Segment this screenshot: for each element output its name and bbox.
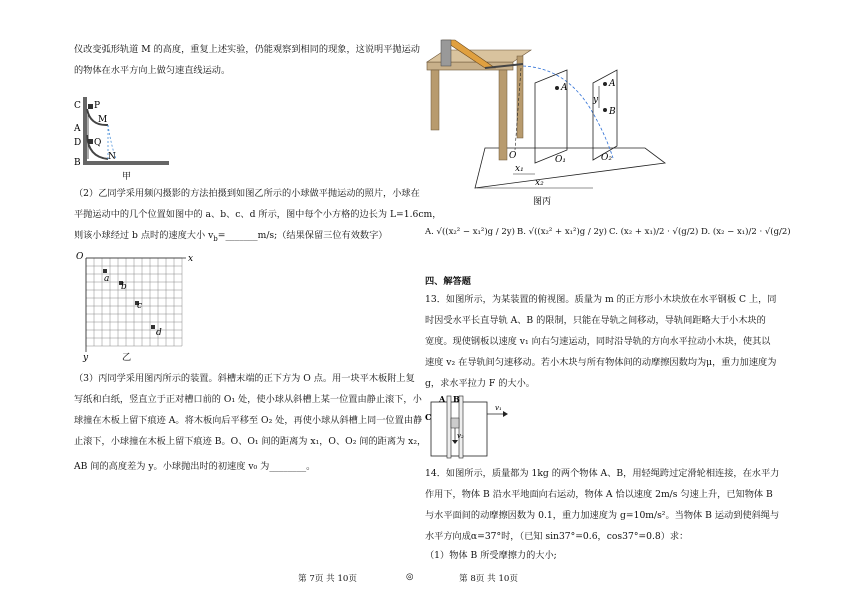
page-number-right: 第 8页 共 10页	[459, 574, 518, 584]
label-A1: A	[561, 83, 568, 93]
option-B[interactable]: B. √((x₂² + x₁²)g / 2y)	[517, 227, 607, 237]
figure-bing	[425, 38, 685, 208]
para-line: 止滚下，小球撞在木板上留下痕迹 B。O、O₁ 间的距离为 x₁，O、O₂ 间的距离为 x₂，	[74, 436, 427, 447]
caption-bing: 图丙	[533, 197, 552, 207]
label-B: B	[453, 394, 460, 404]
caption-jia: 甲	[122, 172, 132, 182]
para-line: 仪改变弧形轨道 M 的高度，重复上述实验，仍能观察到相同的现象，这说明平抛运动	[74, 44, 420, 55]
para-line: 则该小球经过 b 点时的速度大小 $v_b=\_\_\_\_\_\_\_m/s$;（结果保留三位有效数字）	[74, 230, 388, 243]
point-d: d	[156, 328, 162, 338]
option-A[interactable]: A. √((x₂² − x₁²)g / 2y)	[425, 227, 515, 237]
label-M: M	[98, 115, 108, 125]
label-Q: Q	[94, 138, 102, 148]
label-v2: v₂	[457, 432, 464, 440]
point-a: a	[104, 274, 110, 284]
label-x2: x₂	[535, 178, 544, 188]
figure-jia	[74, 95, 184, 185]
origin-O: O	[76, 252, 84, 262]
point-c: c	[137, 301, 143, 311]
para-line: 的物体在水平方向上做匀速直线运动。	[74, 65, 231, 76]
label-x1: x₁	[515, 164, 524, 174]
label-v1: v₁	[495, 404, 502, 412]
option-C[interactable]: C. (x₂ + x₁)/2 · √(g/2)	[609, 227, 699, 237]
para-line: （2）乙同学采用频闪摄影的方法拍摄到如图乙所示的小球做平抛运动的照片，小球在	[74, 188, 420, 199]
para-line: 作用下，物体 B 沿水平地面向右运动，物体 A 恰以速度 2m/s 匀速上升，已知物体 B	[425, 489, 773, 500]
para-line: 14．如图所示，质量都为 1kg 的两个物体 A、B，用轻绳跨过定滑轮相连接，在水平力	[425, 468, 780, 479]
para-line: 写纸和白纸，竖直立于正对槽口前的 O₁ 处，使小球从斜槽上某一位置由静止滚下，小	[74, 394, 422, 405]
para-line: 13．如图所示，为某装置的俯视图。质量为 m 的正方形小木块放在水平钢板 C 上，同	[425, 294, 777, 305]
option-D[interactable]: D. (x₂ − x₁)/2 · √(g/2)	[701, 227, 791, 237]
label-C: C	[425, 412, 432, 422]
label-O1: O₁	[555, 155, 566, 165]
caption-yi: 乙	[122, 352, 132, 363]
figure-yi-grid	[74, 252, 204, 364]
label-C: C	[74, 101, 81, 111]
para-line: g，求水平拉力 F 的大小。	[425, 378, 535, 389]
label-B: B	[609, 107, 616, 117]
para-line: （3）丙同学采用图丙所示的装置。斜槽末端的正下方为 O 点。用一块平木板附上复	[74, 373, 415, 384]
label-P: P	[94, 101, 101, 111]
point-b: b	[121, 282, 127, 292]
axis-y: y	[83, 353, 89, 363]
label-O2: O₂	[601, 153, 612, 163]
label-A: A	[74, 124, 81, 134]
section-title: 四、解答题	[425, 276, 471, 287]
figure-13	[425, 396, 515, 458]
para-line: 时因受水平长直导轨 A、B 的限制，只能在导轨之间移动，导轨间距略大于小木块的	[425, 315, 766, 326]
para-line: 平抛运动中的几个位置如图中的 a、b、c、d 所示，图中每个小方格的边长为 L=1.6cm，	[74, 209, 442, 220]
para-line: （1）物体 B 所受摩擦力的大小;	[425, 550, 557, 561]
para-line: AB 间的高度差为 y。小球抛出时的初速度 v₀ 为________。	[74, 461, 316, 472]
center-mark: ◎	[406, 572, 414, 582]
label-N: N	[108, 152, 116, 162]
label-y: y	[593, 95, 599, 105]
label-A: A	[439, 394, 446, 404]
label-D: D	[74, 138, 82, 148]
page-number-left: 第 7页 共 10页	[298, 574, 357, 584]
label-O: O	[509, 151, 517, 161]
para-line: 水平方向成α=37°时，（已知 sin37°=0.6，cos37°=0.8）求：	[425, 531, 689, 542]
label-A2: A	[609, 79, 616, 89]
label-B: B	[74, 158, 81, 168]
axis-x: x	[188, 254, 194, 264]
para-line: 与水平面间的动摩擦因数为 0.1，重力加速度为 g=10m/s²。当物体 B 运动到使斜绳与	[425, 510, 780, 521]
para-line: 宽度。现使钢板以速度 v₁ 向右匀速运动，同时沿导轨的方向水平拉动小木块，使其以	[425, 336, 771, 347]
para-line: 速度 v₂ 在导轨间匀速移动。若小木块与所有物体间的动摩擦因数均为μ，重力加速度为	[425, 357, 777, 368]
para-line: 球撞在木板上留下痕迹 A。将木板向后平移至 O₂ 处，再使小球从斜槽上同一位置由静	[74, 415, 423, 426]
